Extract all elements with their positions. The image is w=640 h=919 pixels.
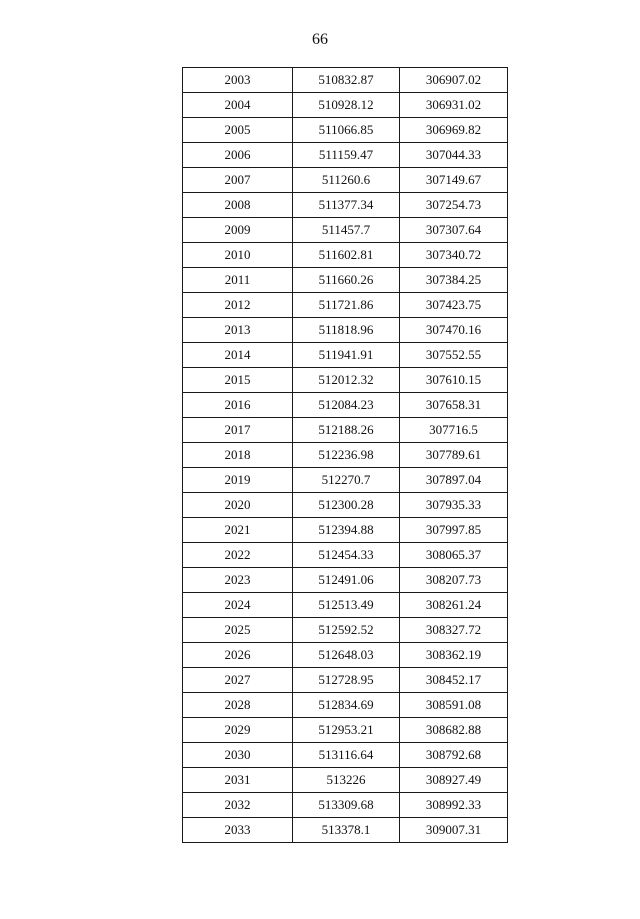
- y-coordinate-cell: 308362.19: [400, 643, 508, 668]
- x-coordinate-cell: 512491.06: [293, 568, 400, 593]
- point-number-cell: 2015: [183, 368, 293, 393]
- x-coordinate-cell: 512300.28: [293, 493, 400, 518]
- point-number-cell: 2033: [183, 818, 293, 843]
- x-coordinate-cell: 511941.91: [293, 343, 400, 368]
- x-coordinate-cell: 511457.7: [293, 218, 400, 243]
- point-number-cell: 2019: [183, 468, 293, 493]
- point-number-cell: 2014: [183, 343, 293, 368]
- y-coordinate-cell: 308327.72: [400, 618, 508, 643]
- table-row: [183, 368, 508, 393]
- y-coordinate-cell: 308927.49: [400, 768, 508, 793]
- point-number-cell: 2031: [183, 768, 293, 793]
- y-coordinate-cell: 308591.08: [400, 693, 508, 718]
- y-coordinate-cell: 309007.31: [400, 818, 508, 843]
- point-number-cell: 2009: [183, 218, 293, 243]
- point-number-cell: 2030: [183, 743, 293, 768]
- point-number-cell: 2021: [183, 518, 293, 543]
- y-coordinate-cell: 307149.67: [400, 168, 508, 193]
- table-row: [183, 118, 508, 143]
- y-coordinate-cell: 307254.73: [400, 193, 508, 218]
- table-row: [183, 193, 508, 218]
- table-row: [183, 268, 508, 293]
- table-row: [183, 543, 508, 568]
- table-row: [183, 593, 508, 618]
- x-coordinate-cell: 512592.52: [293, 618, 400, 643]
- x-coordinate-cell: 513226: [293, 768, 400, 793]
- page-number: 66: [312, 31, 328, 48]
- point-number-cell: 2013: [183, 318, 293, 343]
- table-row: [183, 518, 508, 543]
- table-row: [183, 443, 508, 468]
- point-number-cell: 2020: [183, 493, 293, 518]
- x-coordinate-cell: 513309.68: [293, 793, 400, 818]
- table-row: [183, 618, 508, 643]
- y-coordinate-cell: 307307.64: [400, 218, 508, 243]
- x-coordinate-cell: 511066.85: [293, 118, 400, 143]
- x-coordinate-cell: 511818.96: [293, 318, 400, 343]
- x-coordinate-cell: 511377.34: [293, 193, 400, 218]
- point-number-cell: 2004: [183, 93, 293, 118]
- y-coordinate-cell: 307470.16: [400, 318, 508, 343]
- point-number-cell: 2003: [183, 68, 293, 93]
- point-number-cell: 2032: [183, 793, 293, 818]
- table-row: [183, 493, 508, 518]
- coordinate-table: [182, 67, 508, 843]
- point-number-cell: 2029: [183, 718, 293, 743]
- y-coordinate-cell: 307044.33: [400, 143, 508, 168]
- point-number-cell: 2010: [183, 243, 293, 268]
- table-row: [183, 218, 508, 243]
- point-number-cell: 2027: [183, 668, 293, 693]
- table-row: [183, 168, 508, 193]
- x-coordinate-cell: 512513.49: [293, 593, 400, 618]
- table-body: [183, 68, 508, 843]
- point-number-cell: 2017: [183, 418, 293, 443]
- y-coordinate-cell: 307789.61: [400, 443, 508, 468]
- y-coordinate-cell: 307610.15: [400, 368, 508, 393]
- y-coordinate-cell: 308682.88: [400, 718, 508, 743]
- table-row: [183, 318, 508, 343]
- y-coordinate-cell: 308261.24: [400, 593, 508, 618]
- point-number-cell: 2026: [183, 643, 293, 668]
- table-row: [183, 793, 508, 818]
- x-coordinate-cell: 513378.1: [293, 818, 400, 843]
- x-coordinate-cell: 512728.95: [293, 668, 400, 693]
- point-number-cell: 2023: [183, 568, 293, 593]
- x-coordinate-cell: 512394.88: [293, 518, 400, 543]
- y-coordinate-cell: 307423.75: [400, 293, 508, 318]
- y-coordinate-cell: 307658.31: [400, 393, 508, 418]
- point-number-cell: 2016: [183, 393, 293, 418]
- point-number-cell: 2025: [183, 618, 293, 643]
- point-number-cell: 2024: [183, 593, 293, 618]
- point-number-cell: 2007: [183, 168, 293, 193]
- table-row: [183, 243, 508, 268]
- table-row: [183, 143, 508, 168]
- point-number-cell: 2022: [183, 543, 293, 568]
- table-row: [183, 768, 508, 793]
- y-coordinate-cell: 307384.25: [400, 268, 508, 293]
- x-coordinate-cell: 513116.64: [293, 743, 400, 768]
- y-coordinate-cell: 306931.02: [400, 93, 508, 118]
- table-row: [183, 818, 508, 843]
- table-row: [183, 568, 508, 593]
- x-coordinate-cell: 511602.81: [293, 243, 400, 268]
- table-row: [183, 468, 508, 493]
- point-number-cell: 2008: [183, 193, 293, 218]
- y-coordinate-cell: 307552.55: [400, 343, 508, 368]
- y-coordinate-cell: 307997.85: [400, 518, 508, 543]
- point-number-cell: 2012: [183, 293, 293, 318]
- x-coordinate-cell: 511721.86: [293, 293, 400, 318]
- y-coordinate-cell: 307340.72: [400, 243, 508, 268]
- x-coordinate-cell: 510832.87: [293, 68, 400, 93]
- y-coordinate-cell: 308207.73: [400, 568, 508, 593]
- table-row: [183, 418, 508, 443]
- x-coordinate-cell: 511159.47: [293, 143, 400, 168]
- x-coordinate-cell: 511660.26: [293, 268, 400, 293]
- table-row: [183, 93, 508, 118]
- point-number-cell: 2028: [183, 693, 293, 718]
- y-coordinate-cell: 306907.02: [400, 68, 508, 93]
- table-row: [183, 293, 508, 318]
- y-coordinate-cell: 307935.33: [400, 493, 508, 518]
- point-number-cell: 2006: [183, 143, 293, 168]
- y-coordinate-cell: 308992.33: [400, 793, 508, 818]
- x-coordinate-cell: 511260.6: [293, 168, 400, 193]
- x-coordinate-cell: 512270.7: [293, 468, 400, 493]
- table-row: [183, 393, 508, 418]
- x-coordinate-cell: 512953.21: [293, 718, 400, 743]
- x-coordinate-cell: 512454.33: [293, 543, 400, 568]
- table-row: [183, 693, 508, 718]
- y-coordinate-cell: 308065.37: [400, 543, 508, 568]
- y-coordinate-cell: 307716.5: [400, 418, 508, 443]
- x-coordinate-cell: 510928.12: [293, 93, 400, 118]
- table-row: [183, 668, 508, 693]
- table-row: [183, 68, 508, 93]
- x-coordinate-cell: 512188.26: [293, 418, 400, 443]
- y-coordinate-cell: 308792.68: [400, 743, 508, 768]
- x-coordinate-cell: 512648.03: [293, 643, 400, 668]
- x-coordinate-cell: 512084.23: [293, 393, 400, 418]
- point-number-cell: 2018: [183, 443, 293, 468]
- table-row: [183, 343, 508, 368]
- y-coordinate-cell: 308452.17: [400, 668, 508, 693]
- y-coordinate-cell: 307897.04: [400, 468, 508, 493]
- x-coordinate-cell: 512834.69: [293, 693, 400, 718]
- x-coordinate-cell: 512236.98: [293, 443, 400, 468]
- point-number-cell: 2005: [183, 118, 293, 143]
- x-coordinate-cell: 512012.32: [293, 368, 400, 393]
- table-row: [183, 743, 508, 768]
- table-row: [183, 718, 508, 743]
- y-coordinate-cell: 306969.82: [400, 118, 508, 143]
- point-number-cell: 2011: [183, 268, 293, 293]
- table-row: [183, 643, 508, 668]
